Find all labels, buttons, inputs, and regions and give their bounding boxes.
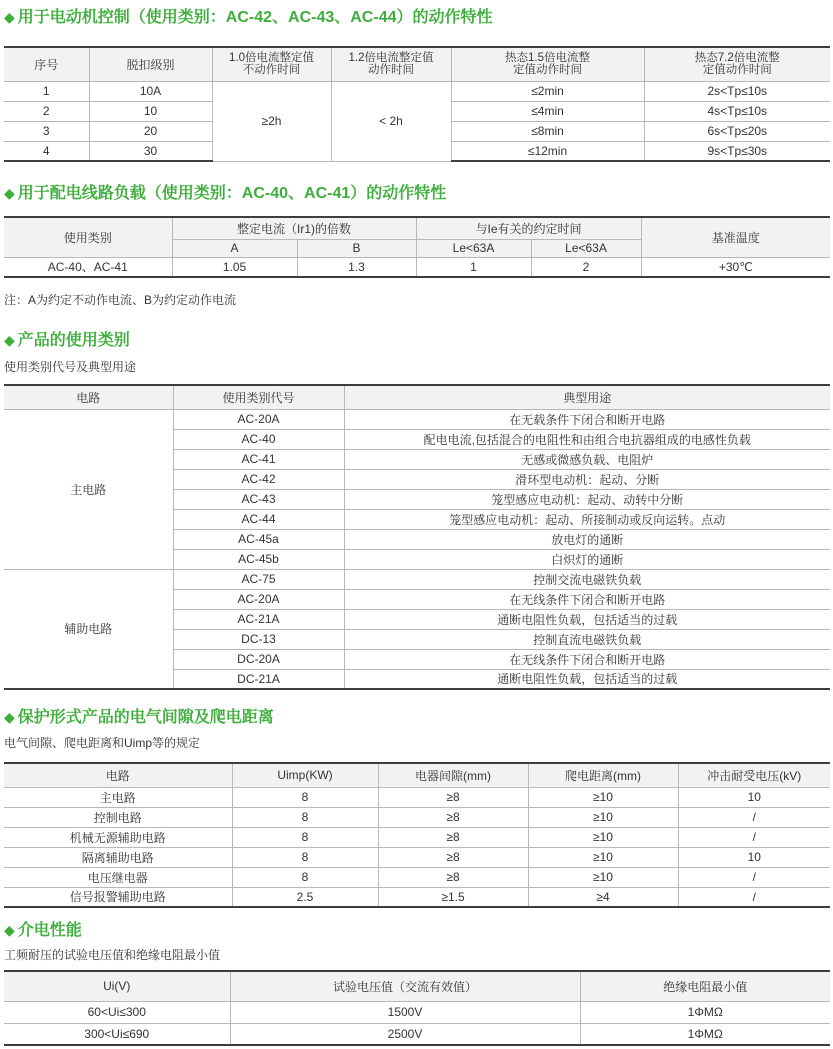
cell-withstand: / [678, 867, 830, 887]
header-7-2x: 热态7.2倍电流整 定值动作时间 [644, 47, 830, 81]
cell-1-5x: ≤4min [451, 101, 644, 121]
cell-1-5x: ≤2min [451, 81, 644, 101]
header-1-5x: 热态1.5倍电流整 定值动作时间 [451, 47, 644, 81]
cell-code: AC-43 [173, 489, 344, 509]
cell-uimp: 8 [232, 847, 378, 867]
cell-withstand: 10 [678, 847, 830, 867]
cell-resistance: 1ΦMΩ [580, 1001, 830, 1023]
table-row [4, 1023, 830, 1045]
distribution-note: 注：A为约定不动作电流、B为约定动作电流 [4, 293, 237, 307]
cell-ui: 300<Ui≤690 [4, 1023, 230, 1045]
usage-category-table [4, 384, 830, 690]
cell-b: 1.3 [297, 257, 416, 277]
cell-code: AC-21A [173, 609, 344, 629]
cell-circuit: 信号报警辅助电路 [4, 887, 232, 907]
cell-creep: ≥10 [528, 807, 678, 827]
cell-use: 通断电阻性负载，包括适当的过载 [344, 669, 830, 689]
cell-code: AC-45a [173, 529, 344, 549]
table-row [4, 1001, 830, 1023]
table-row [4, 569, 830, 589]
cell-use: 通断电阻性负载，包括适当的过载 [344, 609, 830, 629]
clearance-table [4, 762, 830, 908]
cell-creep: ≥10 [528, 787, 678, 807]
cell-voltage: 2500V [230, 1023, 580, 1045]
table-row [4, 787, 830, 807]
section-subtitle: 电气间隙、爬电距离和Uimp等的规定 [4, 736, 201, 750]
cell-circuit: 电压继电器 [4, 867, 232, 887]
cell-use: 在无线条件下闭合和断开电路 [344, 589, 830, 609]
cell-category: AC-40、AC-41 [4, 257, 172, 277]
cell-withstand: 10 [678, 787, 830, 807]
header-multiple: 整定电流（Ir1)的倍数 [172, 217, 416, 239]
dielectric-table [4, 970, 830, 1046]
cell-a: 1.05 [172, 257, 297, 277]
cell-withstand: / [678, 887, 830, 907]
section-title-motor-control: ◆ 用于电动机控制（使用类别：AC-42、AC-43、AC-44）的动作特性 [4, 6, 493, 28]
header-ui: Ui(V) [4, 971, 230, 1001]
cell-creep: ≥10 [528, 867, 678, 887]
cell-use: 笼型感应电动机：起动、动转中分断 [344, 489, 830, 509]
table-header-row [4, 47, 830, 81]
header-code: 使用类别代号 [173, 385, 344, 409]
cell-code: AC-44 [173, 509, 344, 529]
cell-voltage: 1500V [230, 1001, 580, 1023]
table-header-row [4, 971, 830, 1001]
cell-main-circuit: 主电路 [4, 409, 173, 569]
cell-code: AC-40 [173, 429, 344, 449]
section-title-usage-category: ◆ 产品的使用类别 [4, 329, 130, 351]
header-temp: 基准温度 [641, 217, 830, 257]
distribution-table [4, 216, 830, 278]
table-row [4, 867, 830, 887]
cell-temp: +30℃ [641, 257, 830, 277]
diamond-bullet-icon: ◆ [4, 9, 15, 25]
cell-7-2x: 9s<Tp≤30s [644, 141, 830, 161]
cell-gap: ≥8 [378, 787, 528, 807]
cell-circuit: 机械无源辅助电路 [4, 827, 232, 847]
table-header-row [4, 763, 830, 787]
table-row [4, 257, 830, 277]
cell-no: 1 [4, 81, 89, 101]
diamond-bullet-icon: ◆ [4, 709, 15, 725]
cell-withstand: / [678, 827, 830, 847]
cell-grade: 10 [89, 101, 212, 121]
table-header-row [4, 385, 830, 409]
cell-no: 4 [4, 141, 89, 161]
cell-no: 2 [4, 101, 89, 121]
cell-circuit: 控制电路 [4, 807, 232, 827]
diamond-bullet-icon: ◆ [4, 332, 15, 348]
cell-aux-circuit: 辅助电路 [4, 569, 173, 689]
cell-uimp: 2.5 [232, 887, 378, 907]
cell-1-5x: ≤12min [451, 141, 644, 161]
cell-uimp: 8 [232, 807, 378, 827]
diamond-bullet-icon: ◆ [4, 185, 15, 201]
header-no: 序号 [4, 47, 89, 81]
header-a: A [172, 239, 297, 257]
cell-use: 滑环型电动机：起动、分断 [344, 469, 830, 489]
table-row [4, 807, 830, 827]
header-grade: 脱扣级别 [89, 47, 212, 81]
header-circuit: 电路 [4, 385, 173, 409]
cell-code: DC-21A [173, 669, 344, 689]
cell-uimp: 8 [232, 787, 378, 807]
cell-merged-1-2x: < 2h [331, 81, 451, 161]
table-header-row [4, 217, 830, 239]
cell-circuit: 隔离辅助电路 [4, 847, 232, 867]
cell-code: AC-20A [173, 409, 344, 429]
cell-code: AC-42 [173, 469, 344, 489]
header-resistance: 绝缘电阻最小值 [580, 971, 830, 1001]
cell-use: 控制直流电磁铁负载 [344, 629, 830, 649]
cell-grade: 30 [89, 141, 212, 161]
cell-gap: ≥8 [378, 827, 528, 847]
cell-creep: ≥10 [528, 847, 678, 867]
cell-code: AC-20A [173, 589, 344, 609]
header-1-0x: 1.0倍电流整定值 不动作时间 [212, 47, 331, 81]
header-circuit: 电路 [4, 763, 232, 787]
cell-grade: 10A [89, 81, 212, 101]
header-category: 使用类别 [4, 217, 172, 257]
cell-t1: 1 [416, 257, 531, 277]
cell-uimp: 8 [232, 867, 378, 887]
motor-control-table [4, 46, 830, 162]
cell-uimp: 8 [232, 827, 378, 847]
cell-resistance: 1ΦMΩ [580, 1023, 830, 1045]
cell-grade: 20 [89, 121, 212, 141]
cell-7-2x: 6s<Tp≤20s [644, 121, 830, 141]
cell-gap: ≥8 [378, 807, 528, 827]
cell-no: 3 [4, 121, 89, 141]
section-title-clearance: ◆ 保护形式产品的电气间隙及爬电距离 [4, 706, 274, 728]
cell-7-2x: 2s<Tp≤10s [644, 81, 830, 101]
cell-circuit: 主电路 [4, 787, 232, 807]
header-le2: Le<63A [531, 239, 641, 257]
section-title-distribution: ◆ 用于配电线路负载（使用类别：AC-40、AC-41）的动作特性 [4, 182, 446, 204]
header-b: B [297, 239, 416, 257]
cell-code: DC-20A [173, 649, 344, 669]
header-le1: Le<63A [416, 239, 531, 257]
cell-creep: ≥10 [528, 827, 678, 847]
table-row [4, 409, 830, 429]
cell-use: 白炽灯的通断 [344, 549, 830, 569]
cell-code: DC-13 [173, 629, 344, 649]
section-subtitle: 工频耐压的试验电压值和绝缘电阻最小值 [4, 948, 221, 962]
cell-gap: ≥1.5 [378, 887, 528, 907]
table-row [4, 827, 830, 847]
header-gap: 电器间隙(mm) [378, 763, 528, 787]
table-row [4, 887, 830, 907]
cell-code: AC-75 [173, 569, 344, 589]
cell-gap: ≥8 [378, 847, 528, 867]
cell-ui: 60<Ui≤300 [4, 1001, 230, 1023]
cell-1-5x: ≤8min [451, 121, 644, 141]
cell-code: AC-41 [173, 449, 344, 469]
cell-use: 配电电流,包括混合的电阻性和由组合电抗器组成的电感性负载 [344, 429, 830, 449]
header-creep: 爬电距离(mm) [528, 763, 678, 787]
cell-7-2x: 4s<Tp≤10s [644, 101, 830, 121]
cell-code: AC-45b [173, 549, 344, 569]
cell-use: 在无线条件下闭合和断开电路 [344, 649, 830, 669]
cell-t2: 2 [531, 257, 641, 277]
cell-use: 在无载条件下闭合和断开电路 [344, 409, 830, 429]
cell-use: 控制交流电磁铁负载 [344, 569, 830, 589]
section-title-dielectric: ◆ 介电性能 [4, 919, 82, 941]
cell-use: 笼型感应电动机：起动、所接制动或反向运转。点动 [344, 509, 830, 529]
cell-merged-1-0x: ≥2h [212, 81, 331, 161]
header-use: 典型用途 [344, 385, 830, 409]
header-time: 与Ie有关的约定时间 [416, 217, 641, 239]
cell-use: 放电灯的通断 [344, 529, 830, 549]
cell-gap: ≥8 [378, 867, 528, 887]
table-row [4, 81, 830, 101]
table-row [4, 847, 830, 867]
header-1-2x: 1.2倍电流整定值 动作时间 [331, 47, 451, 81]
cell-withstand: / [678, 807, 830, 827]
diamond-bullet-icon: ◆ [4, 922, 15, 938]
cell-creep: ≥4 [528, 887, 678, 907]
header-withstand: 冲击耐受电压(kV) [678, 763, 830, 787]
header-voltage: 试验电压值（交流有效值） [230, 971, 580, 1001]
header-uimp: Uimp(KW) [232, 763, 378, 787]
cell-use: 无感或微感负载、电阻炉 [344, 449, 830, 469]
section-subtitle: 使用类别代号及典型用途 [4, 360, 137, 374]
